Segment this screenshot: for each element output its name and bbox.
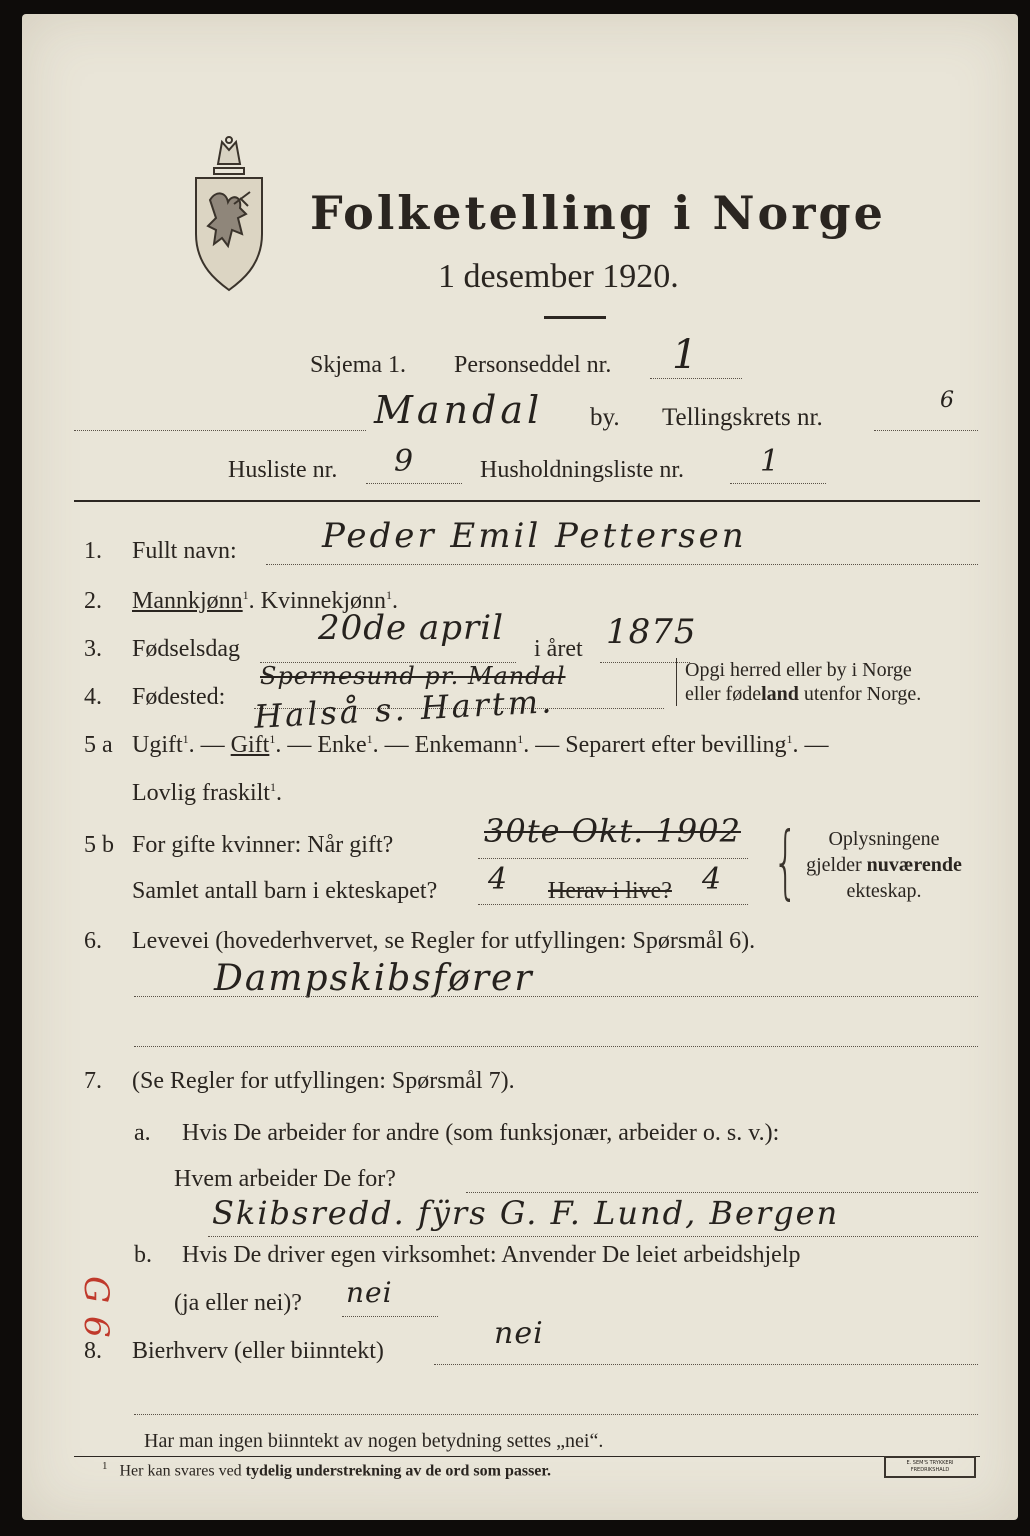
q6-label: Levevei (hovederhvervet, se Regler for utfyllingen: Spørsmål 6). xyxy=(132,928,756,954)
by-label: by. xyxy=(590,404,620,431)
q6-number: 6. xyxy=(84,928,102,954)
q7a-text: Hvis De arbeider for andre (som funksjonær, arbeider o. s. v.): xyxy=(182,1120,780,1146)
q3-label: Fødselsdag xyxy=(132,636,240,662)
children-alive-value: 4 xyxy=(702,862,723,897)
status-fraskilt[interactable]: Lovlig fraskilt xyxy=(132,780,270,806)
gender-option-female[interactable]: Kvinnekjønn xyxy=(260,588,386,614)
q7-number: 7. xyxy=(84,1068,102,1094)
birthplace-value: Halså s. Hartm. xyxy=(253,682,556,736)
occupation-value: Dampskibsfører xyxy=(214,958,534,999)
footnote: $^1$ Her kan svares ved tydelig understrekning av de ord som passer. xyxy=(102,1460,552,1480)
by-value: Mandal xyxy=(374,388,544,432)
census-form-sheet xyxy=(22,14,1018,1520)
q4-label: Fødested: xyxy=(132,684,226,710)
nei-instruction: Har man ingen biinntekt av nogen betydning settes „nei“. xyxy=(144,1430,604,1452)
q7b-letter: b. xyxy=(134,1242,152,1268)
q1-number: 1. xyxy=(84,538,102,564)
q7b-text: Hvis De driver egen virksomhet: Anvender De leiet arbeidshjelp xyxy=(182,1242,801,1268)
q2-options: Mannkjønn$^1$. Kvinnekjønn$^1$. xyxy=(132,588,398,614)
printer-stamp: E. SEM'S TRYKKERI FREDRIKSHALD xyxy=(884,1456,976,1478)
children-total-value: 4 xyxy=(488,862,509,897)
q4-note: Opgi herred eller by i Norge eller fødeland utenfor Norge. xyxy=(676,658,921,706)
hired-help-value: nei xyxy=(346,1276,393,1309)
skjema-label: Skjema 1. xyxy=(310,352,406,378)
q8-number: 8. xyxy=(84,1338,102,1364)
q5b-number: 5 b xyxy=(84,832,114,858)
husholdning-value: 1 xyxy=(760,444,781,479)
side-income-value: nei xyxy=(494,1316,544,1351)
q5b-married-label: For gifte kvinner: Når gift? xyxy=(132,832,394,858)
status-fraskilt-line: Lovlig fraskilt$^1$. xyxy=(132,780,282,806)
husliste-value: 9 xyxy=(394,444,415,479)
q5b-brace: { xyxy=(772,815,799,908)
full-name-value: Peder Emil Pettersen xyxy=(322,516,747,556)
tellingskrets-value: 6 xyxy=(940,388,955,413)
q3-year-label: i året xyxy=(534,636,583,662)
coat-of-arms-icon xyxy=(188,134,270,294)
married-date-value: 30te Okt. 1902 xyxy=(484,812,741,850)
status-ugift[interactable]: Ugift xyxy=(132,732,183,758)
employer-value: Skibsredd. fÿrs G. F. Lund, Bergen xyxy=(212,1194,840,1232)
title-divider xyxy=(544,316,606,319)
q5b-note: Oplysningene gjelder nuværende ekteskap. xyxy=(806,828,962,902)
q1-label: Fullt navn: xyxy=(132,538,237,564)
q5a-number: 5 a xyxy=(84,732,113,758)
form-title: Folketelling i Norge xyxy=(310,186,886,240)
q2-number: 2. xyxy=(84,588,102,614)
tellingskrets-label: Tellingskrets nr. xyxy=(662,404,823,431)
husliste-label: Husliste nr. xyxy=(228,457,338,483)
status-separert[interactable]: Separert efter bevilling xyxy=(565,732,787,758)
status-enke[interactable]: Enke xyxy=(317,732,367,758)
header-divider xyxy=(74,500,980,502)
red-pencil-mark: G 6 xyxy=(76,1276,116,1339)
census-date: 1 desember 1920. xyxy=(438,258,679,295)
status-enkemann[interactable]: Enkemann xyxy=(414,732,518,758)
q7-label: (Se Regler for utfyllingen: Spørsmål 7). xyxy=(132,1068,515,1094)
q5b-children-label: Samlet antall barn i ekteskapet? xyxy=(132,878,438,904)
q7b-question: (ja eller nei)? xyxy=(174,1290,302,1316)
husholdning-label: Husholdningsliste nr. xyxy=(480,457,685,483)
footnote-divider xyxy=(74,1456,980,1457)
q3-number: 3. xyxy=(84,636,102,662)
birth-year-value: 1875 xyxy=(606,612,697,652)
personseddel-label: Personseddel nr. xyxy=(454,352,612,378)
q5b-alive-label: Herav i live? xyxy=(548,878,672,904)
q5a-options: Ugift$^1$. — Gift$^1$. — Enke$^1$. — Enkemann$^1$. — Separert efter bevilling$^1$. — xyxy=(132,732,829,758)
q8-label: Bierhverv (eller biinntekt) xyxy=(132,1338,384,1364)
birthplace-struck-value: Spernesund pr. Mandal xyxy=(260,662,566,690)
q7a-letter: a. xyxy=(134,1120,151,1146)
status-gift[interactable]: Gift xyxy=(230,732,270,758)
q7a-question: Hvem arbeider De for? xyxy=(174,1166,396,1192)
q4-number: 4. xyxy=(84,684,102,710)
gender-option-male[interactable]: Mannkjønn xyxy=(132,588,243,614)
personseddel-value: 1 xyxy=(672,332,699,378)
birth-day-value: 20de april xyxy=(318,608,504,648)
